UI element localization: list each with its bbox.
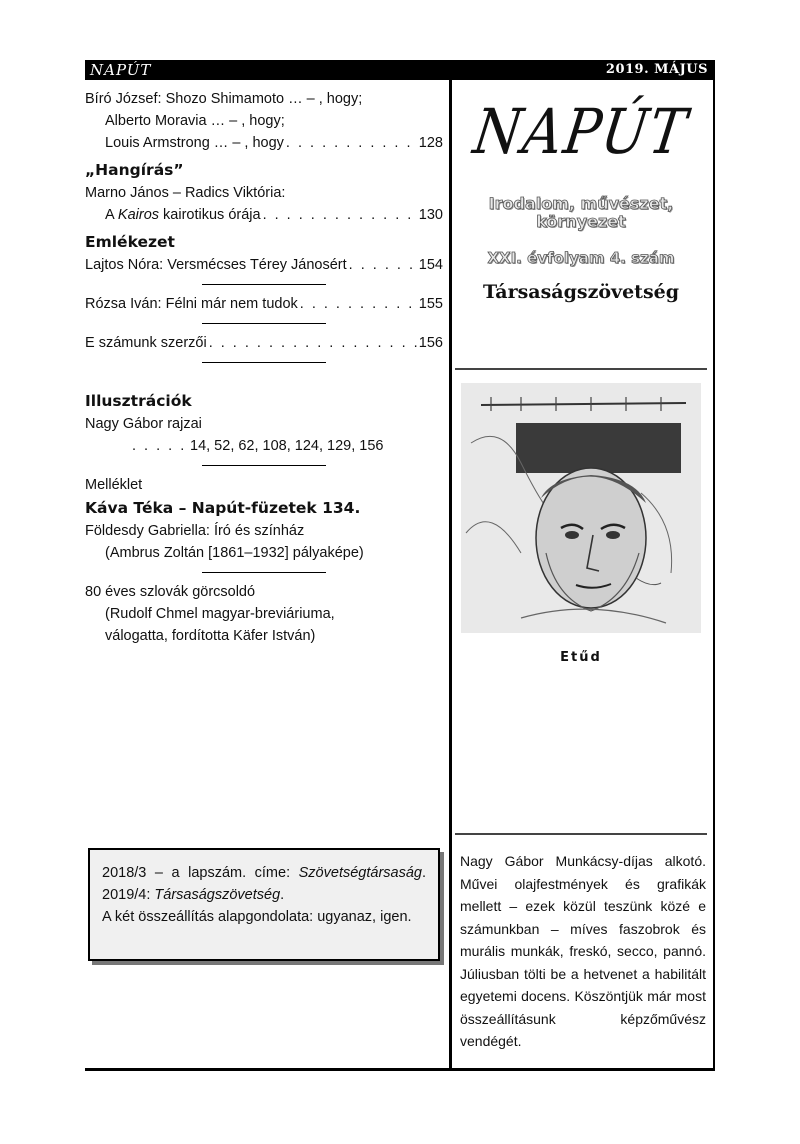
tagline: Irodalom, művészet, környezet: [488, 194, 674, 231]
toc-leader-dots: [263, 204, 417, 226]
toc-entry-line: (Ambrus Zoltán [1861–1932] pályaképe): [105, 545, 364, 561]
toc-entry[interactable]: [85, 293, 443, 315]
short-rule: [202, 572, 326, 573]
toc-entry-line: 80 éves szlovák görcsoldó: [85, 584, 256, 600]
toc-page-number: 156: [418, 335, 443, 351]
toc-leader-dots: [132, 435, 188, 457]
toc-entry-line: Alberto Moravia … – , hogy;: [105, 113, 285, 129]
toc-entry-line: Földesdy Gabriella: Író és színház: [85, 523, 305, 539]
melleklet-label: Melléklet: [85, 477, 143, 493]
section-heading: Emlékezet: [85, 233, 175, 251]
toc-entry[interactable]: [85, 332, 443, 354]
illustration-caption: Etűd: [560, 650, 602, 665]
masthead: [455, 95, 707, 303]
horizontal-rule: [455, 833, 707, 835]
bottom-rule: [85, 1068, 715, 1071]
right-border: [713, 60, 715, 1071]
toc-entry-line: Bíró József: Shozo Shimamoto … – , hogy;: [85, 91, 363, 107]
section-heading: Káva Téka – Napút-füzetek 134.: [85, 499, 361, 517]
toc-entry[interactable]: [85, 204, 443, 226]
short-rule: [202, 362, 326, 363]
toc-page-numbers: 14, 52, 62, 108, 124, 129, 156: [190, 438, 384, 454]
volume-number: XXI. évfolyam 4. szám: [487, 249, 675, 267]
toc-leader-dots: [349, 254, 417, 276]
header-brand: NAPÚT: [90, 61, 152, 79]
toc-page-number: 155: [418, 296, 443, 312]
table-of-contents: [85, 88, 443, 647]
toc-entry-title: A Kairos kairotikus órája: [105, 207, 261, 223]
napút-logo: NAPÚT: [469, 95, 693, 168]
toc-leader-dots: [286, 132, 417, 154]
short-rule: [202, 465, 326, 466]
toc-entry-line: válogatta, fordította Käfer István): [105, 628, 316, 644]
toc-entry-title: Louis Armstrong … – , hogy: [105, 135, 284, 151]
toc-entry-title: E számunk szerzői: [85, 335, 207, 351]
issue-theme: Társaságszövetség: [482, 281, 680, 303]
toc-entry-title: Rózsa Iván: Félni már nem tudok: [85, 296, 298, 312]
section-heading: „Hangírás”: [85, 161, 184, 179]
toc-entry[interactable]: [85, 132, 443, 154]
section-heading: Illusztrációk: [85, 392, 192, 410]
short-rule: [202, 284, 326, 285]
column-divider: [449, 80, 452, 1071]
toc-page-number: 128: [418, 135, 443, 151]
toc-entry-line: Nagy Gábor rajzai: [85, 416, 202, 432]
toc-page-number: 130: [418, 207, 443, 223]
artist-bio: Nagy Gábor Munkácsy-díjas alkotó. Művei olajfestmények és grafikák mellett – ezek közül teszünk közé e számunkban – míves faszobrok és murális munkák, freskó, secco, pannó. Júliusban tölti be a hetvenet a habilitált egyetemi docens. Köszöntjük már most összeállításunk képzőművész vendégét.: [460, 853, 706, 1049]
toc-leader-dots: [300, 293, 417, 315]
toc-page-number: 154: [418, 257, 443, 273]
toc-leader-dots: [209, 332, 417, 354]
header-date: 2019. MÁJUS: [605, 62, 708, 77]
editorial-note-box: 2018/3 – a lapszám. címe: Szövetségtársaság. 2019/4: Társaságszövetség. A két összeállítás alapgondolata: ugyanaz, igen.: [88, 848, 440, 961]
sketch-illustration: [461, 383, 701, 633]
toc-entry-line: Marno János – Radics Viktória:: [85, 185, 286, 201]
toc-entry[interactable]: [85, 435, 443, 457]
toc-entry[interactable]: [85, 254, 443, 276]
portrait-sketch-image: [461, 383, 701, 633]
horizontal-rule: [455, 368, 707, 370]
toc-entry-title: Lajtos Nóra: Versmécses Térey Jánosért: [85, 257, 347, 273]
short-rule: [202, 323, 326, 324]
header-bar: [85, 60, 714, 80]
toc-entry-line: (Rudolf Chmel magyar-breviáriuma,: [105, 606, 335, 622]
